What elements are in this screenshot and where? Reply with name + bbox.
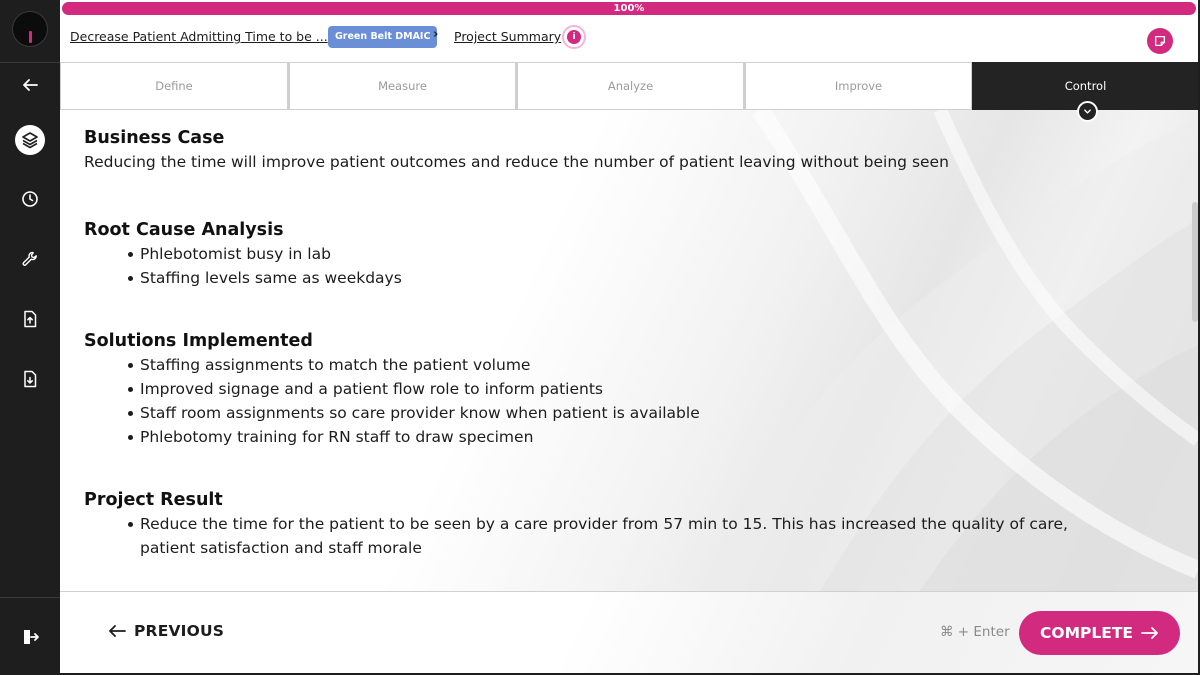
arrow-right-icon <box>1141 626 1159 640</box>
solutions-title: Solutions Implemented <box>84 331 313 351</box>
tab-define[interactable]: Define <box>60 62 288 110</box>
list-item: Staff room assignments so care provider know when patient is available <box>84 401 1104 425</box>
project-summary-link[interactable]: Project Summary <box>454 29 562 44</box>
business-case-body: Reducing the time will improve patient outcomes and reduce the number of patient leaving without being seen <box>84 153 949 171</box>
project-result-list <box>84 512 1104 560</box>
list-item: Staffing levels same as weekdays <box>84 266 1104 290</box>
list-item: Improved signage and a patient flow role to inform patients <box>84 377 1104 401</box>
complete-label: COMPLETE <box>1040 624 1133 642</box>
wrench-icon[interactable] <box>15 244 45 274</box>
tab-improve[interactable]: Improve <box>744 62 972 110</box>
root-cause-title: Root Cause Analysis <box>84 220 284 240</box>
tab-measure[interactable]: Measure <box>288 62 516 110</box>
main-panel <box>60 0 1198 673</box>
project-result-title: Project Result <box>84 490 223 510</box>
sidebar-divider <box>0 597 60 598</box>
app-logo[interactable] <box>12 11 48 47</box>
header <box>60 15 1198 63</box>
file-upload-icon[interactable] <box>15 304 45 334</box>
info-glyph: i <box>567 30 581 44</box>
summary-text <box>84 126 1104 560</box>
methodology-badge: Green Belt DMAIC <box>328 26 437 48</box>
project-title-link[interactable]: Decrease Patient Admitting Time to be ... <box>70 29 328 44</box>
sticky-note-icon[interactable] <box>1147 28 1173 54</box>
business-case-title: Business Case <box>84 128 225 148</box>
layers-icon[interactable] <box>15 125 45 155</box>
file-download-icon[interactable] <box>15 364 45 394</box>
tab-control[interactable]: Control <box>972 62 1198 110</box>
list-item: Phlebotomy training for RN staff to draw specimen <box>84 425 1104 449</box>
back-arrow-icon[interactable] <box>15 70 45 100</box>
root-cause-list <box>84 242 1104 290</box>
clock-icon[interactable] <box>15 184 45 214</box>
logout-icon[interactable] <box>15 622 45 652</box>
complete-button[interactable] <box>1019 611 1180 655</box>
chevron-down-icon[interactable] <box>1077 101 1098 122</box>
list-item: Staffing assignments to match the patient volume <box>84 353 1104 377</box>
project-summary-content <box>60 110 1198 591</box>
previous-button[interactable] <box>108 622 224 640</box>
sidebar <box>0 0 60 675</box>
arrow-left-icon <box>108 624 126 638</box>
dmaic-tabs <box>60 62 1198 110</box>
list-item: Phlebotomist busy in lab <box>84 242 1104 266</box>
list-item: Reduce the time for the patient to be seen by a care provider from 57 min to 15. This has increased the quality of care, patient satisfaction and staff morale <box>84 512 1104 560</box>
solutions-list <box>84 353 1104 449</box>
tab-analyze[interactable]: Analyze <box>516 62 744 110</box>
previous-label: PREVIOUS <box>134 622 225 640</box>
progress-bar: 100% <box>62 2 1196 15</box>
footer-nav <box>60 591 1198 673</box>
logo-area <box>0 0 60 63</box>
info-icon[interactable] <box>562 25 586 49</box>
content-scrollbar[interactable] <box>1192 202 1198 322</box>
keyboard-shortcut-hint: ⌘ + Enter <box>940 624 1010 640</box>
breadcrumb-chevron-icon: › <box>433 27 439 42</box>
